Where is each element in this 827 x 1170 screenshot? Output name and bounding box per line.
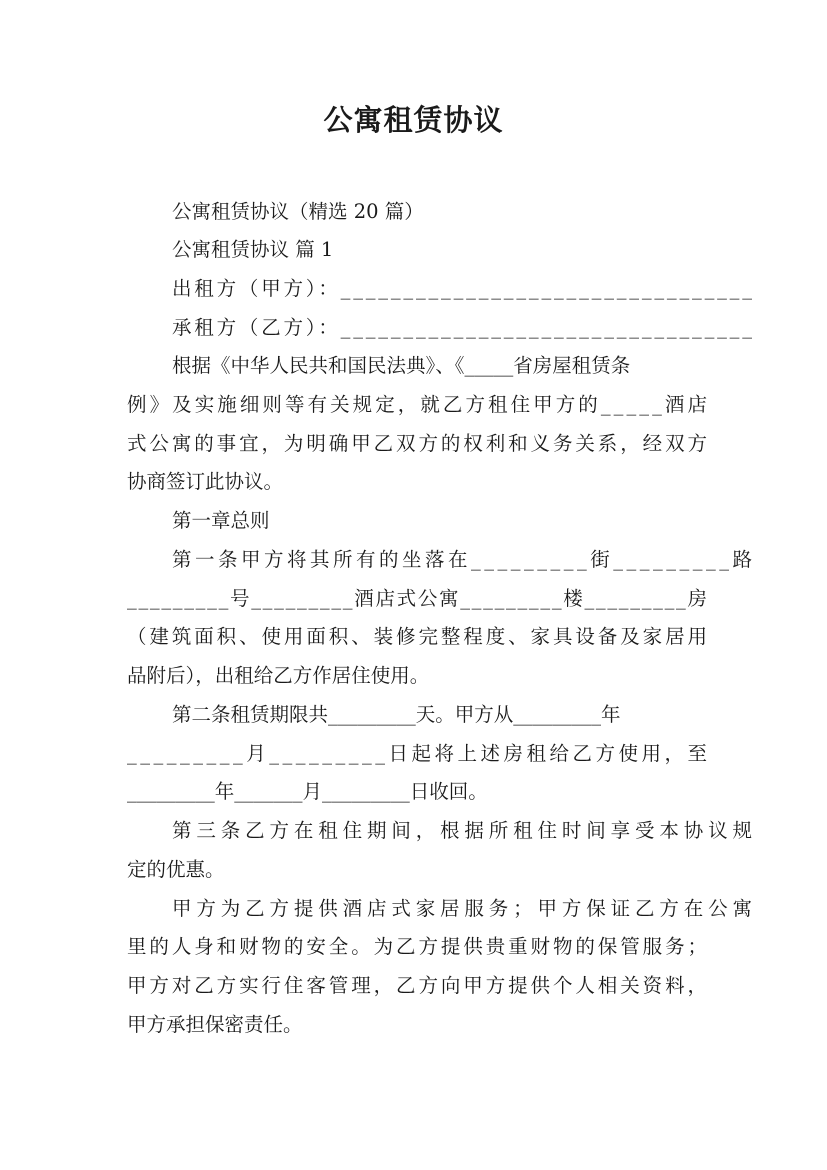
paragraph-line: （建筑面积、使用面积、装修完整程度、家具设备及家居用	[127, 625, 710, 648]
party-a-line: 出租方（甲方）：_________________________________	[172, 277, 755, 300]
paragraph-line: _________号_________酒店式公寓_________楼_________房	[127, 587, 709, 610]
paragraph-line: 第三条乙方在租住期间，根据所租住时间享受本协议规	[172, 819, 757, 842]
paragraph-line: 甲方承担保密责任。	[127, 1013, 303, 1036]
paragraph-line: 里的人身和财物的安全。为乙方提供贵重财物的保管服务；	[127, 935, 710, 958]
paragraph-line: 式公寓的事宜，为明确甲乙双方的权利和义务关系，经双方	[127, 432, 710, 455]
paragraph-line: 品附后），出租给乙方作居住使用。	[127, 664, 430, 687]
paragraph-line: 例》及实施细则等有关规定，就乙方租住甲方的_____酒店	[127, 393, 711, 416]
chapter-heading: 第一章总则	[172, 509, 270, 532]
paragraph-line: _________年_______月_________日收回。	[127, 780, 488, 803]
subtitle-line: 公寓租赁协议（精选 20 篇）	[172, 200, 424, 223]
paragraph-line: 甲方为乙方提供酒店式家居服务；甲方保证乙方在公寓	[172, 897, 757, 920]
document-title: 公寓租赁协议	[323, 103, 504, 137]
paragraph-line: 第一条甲方将其所有的坐落在_________街_________路	[172, 548, 756, 571]
paragraph-line: 协商签订此协议。	[127, 470, 284, 493]
paragraph-line: 第二条租赁期限共_________天。甲方从_________年	[172, 703, 621, 726]
paragraph-line: 定的优惠。	[127, 858, 225, 881]
paragraph-line: 甲方对乙方实行住客管理，乙方向甲方提供个人相关资料，	[127, 974, 710, 997]
paragraph-line: 根据《中华人民共和国民法典》、《_____省房屋租赁条	[172, 354, 631, 377]
paragraph-line: _________月_________日起将上述房租给乙方使用，至	[127, 742, 711, 765]
party-b-line: 承租方（乙方）：_________________________________	[172, 316, 755, 339]
section-heading: 公寓租赁协议 篇 1	[172, 238, 334, 261]
